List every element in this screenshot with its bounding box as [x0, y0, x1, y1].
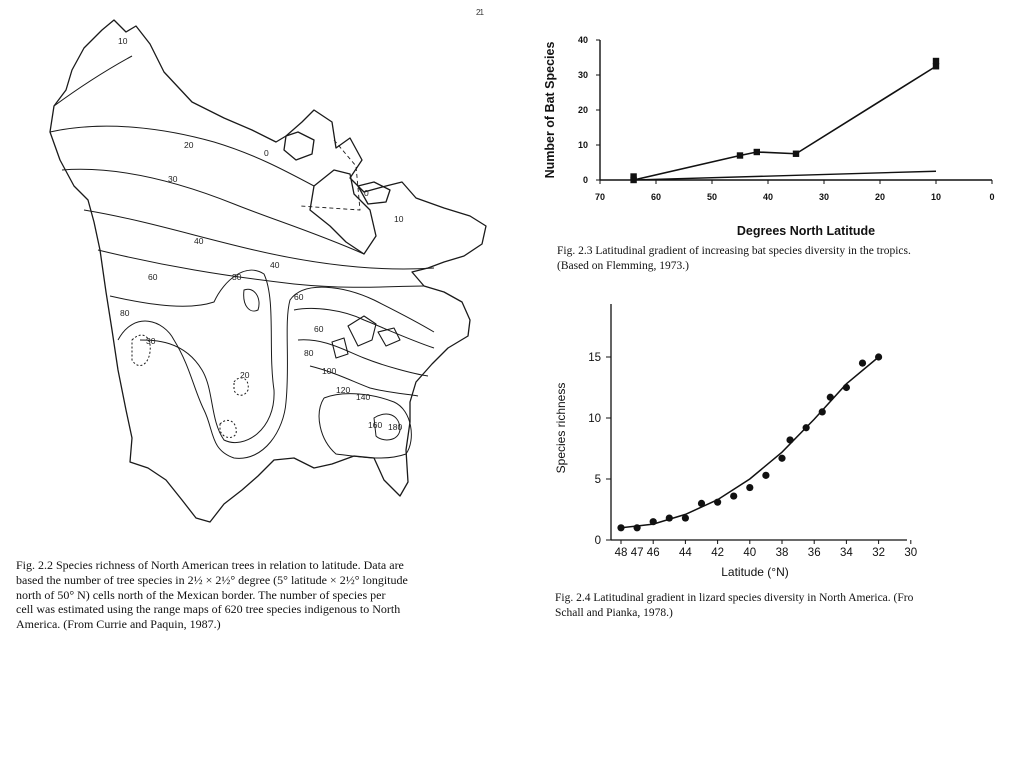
data-point — [803, 424, 810, 431]
data-point — [819, 408, 826, 415]
hudson-bay — [310, 170, 376, 254]
contour-label: 30 — [146, 336, 156, 346]
caption-line: Fig. 2.4 Latitudinal gradient in lizard species diversity in North America. (Fro — [555, 592, 914, 604]
territorial-boundary — [300, 140, 360, 210]
x-tick-label: 36 — [807, 547, 821, 559]
caption-line: north of 50° N) cells north of the Mexican border. The number of species per — [16, 587, 386, 602]
contour-label: 20 — [184, 140, 194, 150]
caption-line: Fig. 2.2 Species richness of North American trees in relation to latitude. Data are — [16, 558, 404, 572]
contour-labels — [118, 36, 404, 432]
data-point — [746, 484, 753, 491]
x-tick-label: 42 — [711, 547, 724, 559]
baseline-series-line — [634, 171, 936, 180]
great-lakes — [332, 316, 400, 358]
contours — [50, 56, 434, 458]
data-point — [843, 384, 850, 391]
y-tick-label: 5 — [594, 474, 601, 486]
y-tick-label: 10 — [577, 140, 588, 150]
y-tick-label: 0 — [582, 175, 588, 185]
x-tick-label: 40 — [762, 192, 774, 202]
x-tick-label: 32 — [872, 547, 885, 559]
x-tick-label: 34 — [840, 547, 853, 559]
lizard-species-chart — [545, 298, 925, 583]
x-tick-label: 60 — [650, 192, 662, 202]
caption-line: Fig. 2.3 Latitudinal gradient of increasing bat species diversity in the tropics. — [557, 245, 911, 257]
x-axis-title: Latitude (°N) — [721, 565, 789, 579]
x-tick-label: 70 — [594, 192, 606, 202]
data-point — [634, 524, 641, 531]
x-tick-label: 30 — [904, 547, 918, 559]
data-point — [730, 492, 737, 499]
data-point — [859, 360, 866, 367]
contour-label: 30 — [232, 272, 242, 282]
data-point — [933, 58, 939, 64]
x-tick-label: 20 — [874, 192, 886, 202]
data-point — [827, 394, 834, 401]
figure-2-3-caption — [557, 244, 1003, 274]
x-tick-label: 0 — [989, 192, 995, 202]
x-tick-label: 48 — [614, 547, 628, 559]
page-mark: 21 — [476, 8, 483, 17]
contour-label: 80 — [120, 308, 130, 318]
x-tick-label: 38 — [775, 547, 789, 559]
y-tick-label: 20 — [577, 105, 588, 115]
x-axis-title: Degrees North Latitude — [736, 224, 876, 238]
contour-label: 160 — [368, 420, 383, 430]
data-point — [617, 524, 624, 531]
x-tick-label: 44 — [679, 547, 692, 559]
data-point — [762, 472, 769, 479]
contour-label: 140 — [356, 392, 371, 402]
y-tick-label: 0 — [594, 535, 601, 547]
bat-species-chart — [540, 28, 1010, 240]
contour-label: 0 — [264, 148, 269, 158]
contour-label: 0 — [364, 188, 369, 198]
data-point — [666, 514, 673, 521]
figure-2-4-caption — [555, 591, 1007, 621]
contour-label: 40 — [194, 236, 204, 246]
data-point — [698, 500, 705, 507]
data-point — [650, 518, 657, 525]
data-point — [778, 455, 785, 462]
series-line — [634, 66, 936, 180]
north-america-map — [14, 10, 514, 555]
x-tick-label: 40 — [743, 547, 757, 559]
caption-line: cell was estimated using the range maps of 620 tree species indigenous to North — [16, 602, 401, 617]
data-point — [714, 499, 721, 506]
arctic-island-2 — [358, 182, 390, 204]
contour-label: 30 — [168, 174, 178, 184]
caption-line: based the number of tree species in 2½ × 2½° degree (5° latitude × 2½° longitude — [16, 572, 408, 587]
data-point — [737, 152, 743, 158]
arctic-island — [284, 132, 314, 160]
y-axis-title: Number of Bat Species — [543, 41, 557, 179]
data-point — [786, 436, 793, 443]
x-tick-label: 30 — [818, 192, 830, 202]
caption-line: (Based on Flemming, 1973.) — [557, 259, 689, 272]
caption-line: America. (From Currie and Paquin, 1987.) — [16, 617, 221, 632]
x-tick-label: 10 — [930, 192, 942, 202]
x-minor-label: 47 — [630, 547, 644, 559]
contour-label: 20 — [240, 370, 250, 380]
y-tick-label: 15 — [588, 352, 601, 364]
x-tick-label: 50 — [706, 192, 718, 202]
x-tick-label: 46 — [646, 547, 660, 559]
data-point — [630, 173, 636, 179]
y-tick-label: 10 — [588, 413, 601, 425]
y-tick-label: 40 — [577, 35, 588, 45]
fit-curve — [621, 357, 879, 528]
contour-label: 80 — [304, 348, 314, 358]
data-point — [754, 149, 760, 155]
caption-line: Schall and Pianka, 1978.) — [555, 606, 673, 619]
contour-label: 10 — [118, 36, 128, 46]
data-point — [875, 353, 882, 360]
contour-label: 100 — [322, 366, 337, 376]
y-tick-label: 30 — [577, 70, 588, 80]
data-point — [682, 514, 689, 521]
tree-richness-map — [14, 10, 514, 555]
contour-label: 10 — [394, 214, 404, 224]
contour-label: 60 — [148, 272, 158, 282]
contour-label: 180 — [388, 422, 403, 432]
contour-label: 60 — [314, 324, 324, 334]
contour-label: 120 — [336, 385, 351, 395]
figure-2-2-caption — [16, 558, 506, 632]
contour-label: 40 — [270, 260, 280, 270]
y-axis-title: Species richness — [554, 382, 568, 474]
data-point — [793, 151, 799, 157]
contour-label: 60 — [294, 292, 304, 302]
coastline — [50, 20, 486, 522]
